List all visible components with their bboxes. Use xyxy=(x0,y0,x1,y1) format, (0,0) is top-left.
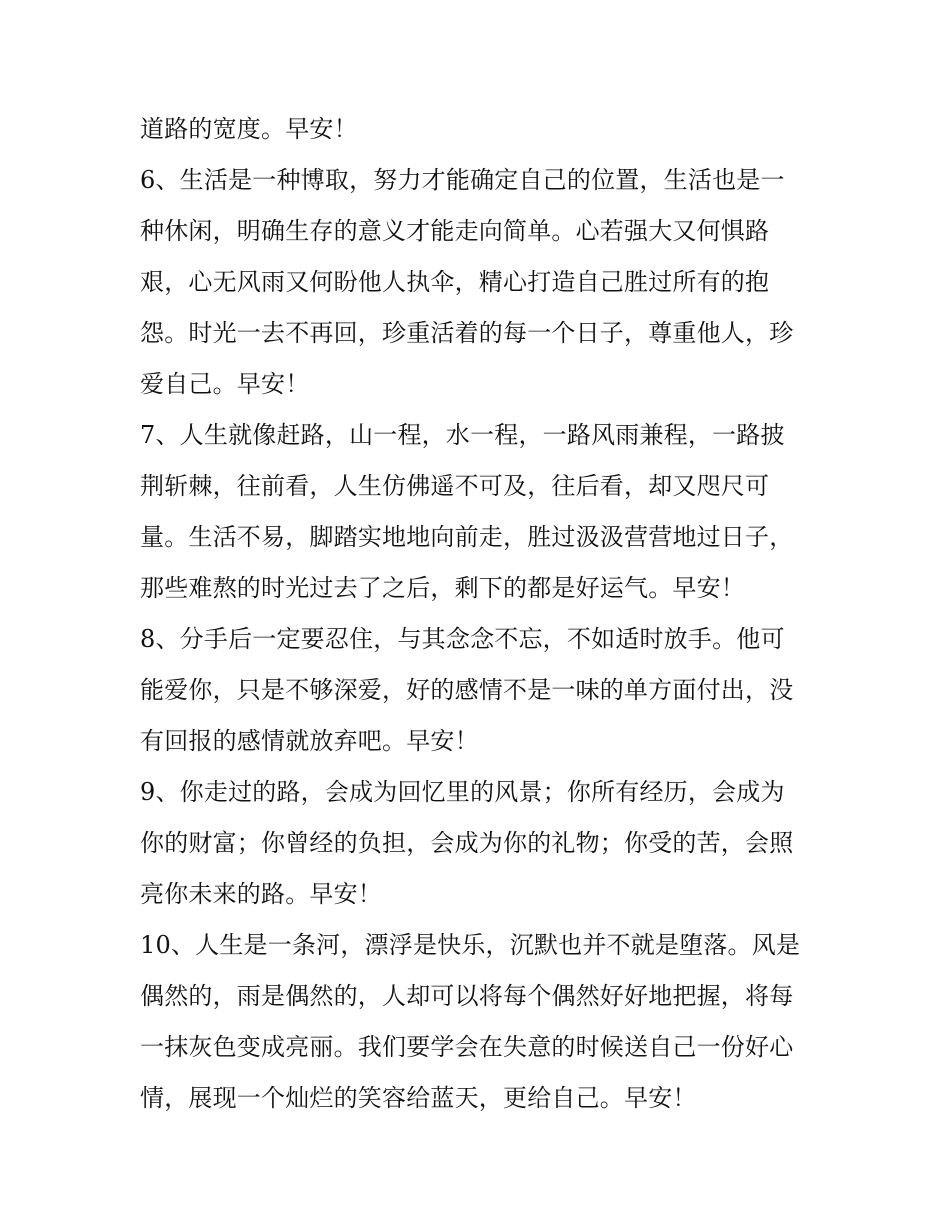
text-line: 能爱你，只是不够深爱，好的感情不是一味的单方面付出，没 xyxy=(140,676,794,704)
text-line: 那些难熬的时光过去了之后，剩下的都是好运气。早安！ xyxy=(140,574,745,602)
document-body xyxy=(140,104,812,1124)
text-line: 9、你走过的路，会成为回忆里的风景；你所有经历，会成为 xyxy=(140,778,785,806)
text-line: 8、分手后一定要忍住，与其念念不忘，不如适时放手。他可 xyxy=(140,625,785,653)
text-line: 荆斩棘，往前看，人生仿佛遥不可及，往后看，却又咫尺可 xyxy=(140,472,770,500)
text-line: 情，展现一个灿烂的笑容给蓝天，更给自己。早安！ xyxy=(140,1084,697,1112)
text-line: 7、人生就像赶路，山一程，水一程，一路风雨兼程，一路披 xyxy=(140,421,785,449)
text-line: 偶然的，雨是偶然的，人却可以将每个偶然好好地把握，将每 xyxy=(140,982,794,1010)
text-line: 10、人生是一条河，漂浮是快乐，沉默也并不就是堕落。风是 xyxy=(140,931,801,959)
text-line: 亮你未来的路。早安！ xyxy=(140,880,382,908)
text-line: 6、生活是一种博取，努力才能确定自己的位置，生活也是一 xyxy=(140,166,785,194)
text-line: 一抹灰色变成亮丽。我们要学会在失意的时候送自己一份好心 xyxy=(140,1033,794,1061)
text-line: 艰，心无风雨又何盼他人执伞，精心打造自己胜过所有的抱 xyxy=(140,268,770,296)
text-line: 怨。时光一去不再回，珍重活着的每一个日子，尊重他人，珍 xyxy=(140,319,794,347)
text-line: 爱自己。早安！ xyxy=(140,370,310,398)
text-line: 量。生活不易，脚踏实地地向前走，胜过汲汲营营地过日子， xyxy=(140,523,794,551)
text-line: 种休闲，明确生存的意义才能走向简单。心若强大又何惧路 xyxy=(140,217,770,245)
text-line: 道路的宽度。早安！ xyxy=(140,115,358,143)
text-line: 有回报的感情就放弃吧。早安！ xyxy=(140,727,479,755)
text-line: 你的财富；你曾经的负担，会成为你的礼物；你受的苦，会照 xyxy=(140,829,794,857)
